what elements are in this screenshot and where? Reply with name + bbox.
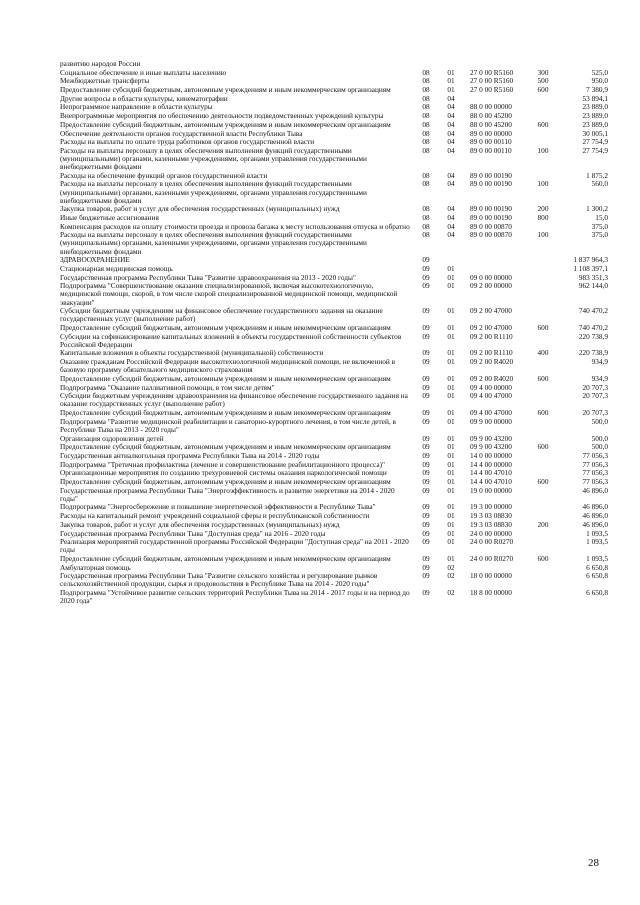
expense-type-cell: 100 — [537, 145, 549, 155]
item-name-cell: Государственная антиалкогольная программа Республики Тыва на 2014 - 2020 годы — [60, 450, 320, 460]
target-article-cell: 89 0 00 00190 — [470, 213, 512, 222]
amount-cell: 1 875,2 — [586, 170, 608, 180]
target-article-cell: 09 9 00 00000 — [470, 416, 512, 426]
amount-cell: 1 837 964,3 — [573, 255, 608, 265]
item-name-cell: Стационарная медицинская помощь — [60, 263, 173, 273]
subsection-code-cell: 01 — [447, 357, 455, 367]
amount-cell: 962 144,0 — [578, 281, 608, 291]
item-name-cell: Предоставление субсидий бюджетным, автономным учреждениям и иным некоммерческим организациям — [60, 119, 391, 129]
table-row — [60, 418, 608, 435]
item-name-cell: Субсидии бюджетным учреждениям на финансовое обеспечение государственного задания на оказание государственных услуг (выполнение работ) — [60, 306, 383, 324]
section-code-cell: 08 — [422, 67, 430, 77]
table-row — [60, 307, 608, 324]
subsection-code-cell: 04 — [447, 204, 455, 214]
item-name-cell: Закупка товаров, работ и услуг для обеспечения государственных (муниципальных) нужд — [60, 204, 340, 214]
target-article-cell: 89 0 00 00190 — [470, 204, 512, 214]
section-code-cell: 09 — [422, 476, 430, 486]
amount-cell: 740 470,2 — [578, 322, 608, 332]
expense-type-cell: 600 — [537, 85, 549, 95]
item-name-cell: Амбулаторная помощь — [60, 562, 131, 572]
target-article-cell: 14 0 00 00000 — [470, 450, 512, 460]
section-code-cell: 09 — [422, 348, 430, 358]
expense-type-cell — [532, 307, 554, 324]
expense-type-cell: 600 — [537, 373, 549, 383]
target-article-cell — [466, 256, 532, 265]
amount-cell: 375,0 — [591, 221, 608, 231]
amount-cell: 934,9 — [591, 357, 608, 367]
section-code-cell: 09 — [422, 459, 430, 469]
amount-cell: 30 005,1 — [582, 128, 608, 138]
amount-cell: 934,9 — [591, 373, 608, 383]
item-name-cell: развитию народов России — [60, 59, 141, 68]
subsection-code-cell: 04 — [447, 111, 455, 121]
expense-type-cell — [532, 530, 554, 539]
budget-table — [60, 60, 608, 606]
target-article-cell: 24 0 00 R0270 — [470, 553, 514, 563]
amount-cell: 46 896,0 — [582, 502, 608, 512]
target-article-cell: 09 2 00 R4020 — [470, 373, 514, 383]
expense-type-cell: 500 — [537, 76, 549, 86]
target-article-cell: 89 0 00 00110 — [470, 145, 512, 155]
amount-cell: 1 093,5 — [586, 537, 608, 547]
expense-type-cell — [532, 538, 554, 555]
subsection-code-cell: 01 — [447, 272, 455, 282]
amount-cell: 77 056,3 — [582, 459, 608, 469]
target-article-cell: 89 0 00 00870 — [470, 221, 512, 231]
expense-type-cell: 200 — [537, 519, 549, 529]
table-row — [60, 392, 608, 409]
amount-cell: 6 650,8 — [586, 571, 608, 581]
expense-type-cell — [532, 95, 554, 104]
target-article-cell: 14 4 00 47010 — [470, 468, 512, 478]
table-row — [60, 589, 608, 606]
expense-type-cell: 200 — [537, 204, 549, 214]
table-row — [60, 231, 608, 256]
table-row — [60, 555, 608, 564]
target-article-cell: 88 0 00 00000 — [470, 102, 512, 112]
subsection-code-cell: 04 — [447, 128, 455, 138]
amount-cell: 740 470,2 — [578, 306, 608, 316]
target-article-cell: 14 4 00 47010 — [470, 476, 512, 486]
subsection-code-cell: 01 — [447, 67, 455, 77]
section-code-cell: 09 — [422, 442, 430, 452]
item-name-cell: Подпрограмма "Устойчивое развитие сельских территорий Республики Тыва на 2014 - 2017 годы и на период до 2020 года" — [60, 588, 410, 606]
amount-cell: 46 896,0 — [582, 511, 608, 521]
section-code-cell: 08 — [422, 76, 430, 86]
expense-type-cell: 400 — [537, 348, 549, 358]
target-article-cell: 89 0 00 00000 — [470, 128, 512, 138]
item-name-cell: Государственная программа Республики Тыва "Энергоэффективность и развитие энергетики на 2014 - 2020 годы" — [60, 485, 395, 503]
target-article-cell: 19 0 00 00000 — [470, 485, 512, 495]
table-row — [60, 333, 608, 350]
subsection-code-cell: 01 — [447, 468, 455, 478]
item-name-cell: Социальное обеспечение и иные выплаты населению — [60, 67, 227, 77]
amount-cell: 1 093,5 — [586, 528, 608, 538]
subsection-code-cell: 04 — [447, 119, 455, 129]
table-row — [60, 180, 608, 205]
item-name-cell: Организация оздоровления детей — [60, 433, 164, 443]
amount-cell: 525,0 — [591, 67, 608, 77]
section-code-cell: 08 — [422, 145, 430, 155]
target-article-cell: 09 2 00 47000 — [470, 306, 512, 316]
expense-type-cell: 100 — [537, 230, 549, 240]
target-article-cell: 14 4 00 00000 — [470, 459, 512, 469]
table-row — [60, 572, 608, 589]
item-name-cell: Оказание гражданам Российской Федерации высокотехнологичной медицинской помощи, не включенной в базовую программу обязательного медицинского страхования — [60, 357, 396, 375]
subsection-code-cell: 01 — [447, 85, 455, 95]
expense-type-cell: 300 — [537, 67, 549, 77]
subsection-code-cell: 01 — [447, 528, 455, 538]
subsection-code-cell: 01 — [447, 408, 455, 418]
table-row — [60, 538, 608, 555]
table-row — [60, 147, 608, 172]
table-row — [60, 282, 608, 307]
amount-cell: 220 738,9 — [578, 348, 608, 358]
expense-type-cell: 600 — [537, 553, 549, 563]
subsection-code-cell: 01 — [447, 502, 455, 512]
amount-cell: 500,0 — [591, 433, 608, 443]
table-row — [60, 358, 608, 375]
expense-type-cell: 600 — [537, 408, 549, 418]
subsection-code-cell: 04 — [447, 137, 455, 147]
expense-type-cell: 600 — [537, 322, 549, 332]
target-article-cell: 89 0 00 00110 — [470, 137, 512, 147]
item-name-cell: Капитальные вложения в объекты государственной (муниципальной) собственности — [60, 348, 324, 358]
target-article-cell: 09 2 00 R4020 — [470, 357, 514, 367]
item-name-cell: Реализация мероприятий государственной программы Российской Федерации "Доступная среда" на 2011 - 2020 годы — [60, 537, 409, 555]
expense-type-cell — [532, 256, 554, 265]
amount-cell: 20 707,3 — [582, 382, 608, 392]
item-name-cell: Расходы на капитальный ремонт учреждений социальной сферы и республиканской собственности — [60, 511, 370, 521]
section-code-cell: 08 — [422, 93, 430, 103]
section-code-cell: 09 — [422, 468, 430, 478]
section-code-cell: 08 — [422, 230, 430, 240]
amount-cell: 23 889,0 — [582, 119, 608, 129]
budget-table-body — [60, 60, 608, 606]
item-name-cell: Субсидии на софинансирование капитальных вложений в объекты государственной собственности субъектов Российской Федерации — [60, 331, 402, 349]
item-name-cell: Внепрограммные мероприятия по обеспечению деятельности подведомственных учреждений культуры — [60, 111, 384, 121]
amount-cell: 53 894,1 — [582, 93, 608, 103]
amount-cell: 23 889,0 — [582, 102, 608, 112]
section-code-cell: 08 — [422, 102, 430, 112]
section-code-cell: 09 — [422, 485, 430, 495]
subsection-code-cell: 01 — [447, 263, 455, 273]
section-code-cell: 08 — [422, 111, 430, 121]
section-code-cell: 09 — [422, 322, 430, 332]
expense-type-cell — [532, 452, 554, 461]
subsection-code-cell: 01 — [447, 322, 455, 332]
section-code-cell: 09 — [422, 528, 430, 538]
subsection-code-cell: 01 — [447, 476, 455, 486]
amount-cell: 77 056,3 — [582, 468, 608, 478]
amount-cell: 375,0 — [591, 230, 608, 240]
section-code-cell: 08 — [422, 179, 430, 189]
subsection-code-cell: 02 — [447, 571, 455, 581]
expense-type-cell — [532, 358, 554, 375]
expense-type-cell — [532, 384, 554, 393]
section-code-cell: 08 — [422, 170, 430, 180]
amount-cell: 20 707,3 — [582, 391, 608, 401]
item-name-cell: Субсидии бюджетным учреждениям здравоохранения на финансовое обеспечение государственного задания на оказание государственных услуг (выполнение работ) — [60, 391, 408, 409]
target-article-cell: 09 4 00 47000 — [470, 391, 512, 401]
subsection-code-cell: 01 — [447, 373, 455, 383]
section-code-cell: 09 — [422, 408, 430, 418]
subsection-code-cell: 01 — [447, 331, 455, 341]
section-code-cell: 09 — [422, 306, 430, 316]
amount-cell: 6 650,8 — [586, 562, 608, 572]
target-article-cell: 89 0 00 00870 — [470, 230, 512, 240]
subsection-code-cell: 04 — [447, 213, 455, 222]
amount-cell: 983 351,3 — [578, 272, 608, 282]
expense-type-cell — [532, 130, 554, 139]
subsection-code-cell: 01 — [447, 450, 455, 460]
subsection-code-cell: 04 — [447, 102, 455, 112]
amount-cell: 560,0 — [591, 179, 608, 189]
subsection-code-cell: 01 — [447, 76, 455, 86]
target-article-cell: 19 3 03 08830 — [470, 519, 512, 529]
section-code-cell: 09 — [422, 433, 430, 443]
section-code-cell: 09 — [422, 416, 430, 426]
subsection-code-cell: 01 — [447, 537, 455, 547]
amount-cell: 6 650,8 — [586, 588, 608, 598]
section-code-cell: 08 — [422, 119, 430, 129]
amount-cell: 46 896,0 — [582, 519, 608, 529]
expense-type-cell — [532, 461, 554, 470]
section-code-cell: 09 — [422, 571, 430, 581]
section-code-cell: 09 — [422, 588, 430, 598]
item-name-cell: Организационные мероприятия по созданию трехуровневой системы оказания наркологической помощи — [60, 468, 387, 478]
item-name-cell: Компенсация расходов на оплату стоимости проезда и провоза багажа к месту использования отпуска и обратно — [60, 221, 410, 231]
target-article-cell: 24 0 00 R0270 — [470, 537, 514, 547]
section-code-cell: 08 — [422, 213, 430, 222]
subsection-code-cell: 02 — [447, 562, 455, 572]
subsection-code-cell: 04 — [447, 170, 455, 180]
subsection-code-cell: 01 — [447, 459, 455, 469]
section-code-cell: 09 — [422, 263, 430, 273]
target-article-cell: 24 0 00 00000 — [470, 528, 512, 538]
target-article-cell: 09 4 00 00000 — [470, 382, 512, 392]
target-article-cell: 18 8 00 00000 — [470, 588, 512, 598]
item-name-cell: Расходы на выплаты персоналу в целях обеспечения выполнения функций государственными (муниципальными) органами, казенными учреждениями, органами управления государственными внебюджетными фондами — [60, 145, 367, 172]
item-name-cell: Предоставление субсидий бюджетным, автономным учреждениям и иным некоммерческим организациям — [60, 85, 391, 95]
item-name-cell: Закупка товаров, работ и услуг для обеспечения государственных (муниципальных) нужд — [60, 519, 340, 529]
section-code-cell: 09 — [422, 281, 430, 291]
item-name-cell: Предоставление субсидий бюджетным, автономным учреждениям и иным некоммерческим организациям — [60, 476, 391, 486]
amount-cell: 27 754,9 — [582, 145, 608, 155]
section-code-cell: 09 — [422, 450, 430, 460]
subsection-code-cell: 01 — [447, 485, 455, 495]
target-article-cell: 19 3 03 08830 — [470, 511, 512, 521]
subsection-code-cell: 01 — [447, 306, 455, 316]
item-name-cell: Подпрограмма "Развитие медицинской реабилитации и санаторно-курортного лечения, в том числе детей, в Республике Тыва на 2013 - 2020 годы" — [60, 416, 396, 434]
expense-type-cell — [532, 572, 554, 589]
item-name-cell: Другие вопросы в области культуры, кинематографии — [60, 93, 228, 103]
expense-type-cell — [532, 418, 554, 435]
section-code-cell: 09 — [422, 391, 430, 401]
section-code-cell: 09 — [422, 272, 430, 282]
section-code-cell: 08 — [422, 221, 430, 231]
expense-type-cell: 600 — [537, 442, 549, 452]
item-name-cell: Расходы на выплаты персоналу в целях обеспечения выполнения функций государственными (муниципальными) органами, казенными учреждениями, органами управления государственными внебюджетными фондами — [60, 179, 367, 205]
item-name-cell: Предоставление субсидий бюджетным, автономным учреждениям и иным некоммерческим организациям — [60, 553, 391, 563]
amount-cell: 77 056,3 — [582, 450, 608, 460]
expense-type-cell — [532, 487, 554, 504]
section-code-cell: 09 — [422, 382, 430, 392]
expense-type-cell — [532, 564, 554, 573]
section-code-cell: 08 — [422, 128, 430, 138]
item-name-cell: Межбюджетные трансферты — [60, 76, 150, 86]
target-article-cell: 09 2 00 00000 — [470, 281, 512, 291]
amount-cell: 1 093,5 — [586, 553, 608, 563]
item-name-cell: Подпрограмма "Совершенствование оказания специализированной, включая высокотехнологичную, медицинской помощи, скорой, в том числе скорой специализированной медицинской помощи, медицинской эвакуации" — [60, 281, 398, 307]
amount-cell: 500,0 — [591, 416, 608, 426]
item-name-cell: Государственная программа Республики Тыва "Развитие сельского хозяйства и регулирование рынков сельскохозяйственной продукции, сырья и продовольствия в Республике Тыва на 2014 - 2020 годы" — [60, 571, 378, 589]
section-code-cell: 08 — [422, 85, 430, 95]
subsection-code-cell: 04 — [447, 179, 455, 189]
item-name-cell: Предоставление субсидий бюджетным, автономным учреждениям и иным некоммерческим организациям — [60, 322, 391, 332]
target-article-cell: 19 3 00 00000 — [470, 502, 512, 512]
table-row — [60, 487, 608, 504]
target-article-cell: 09 0 00 00000 — [470, 272, 512, 282]
section-code-cell: 09 — [422, 255, 430, 265]
section-code-cell: 09 — [422, 537, 430, 547]
section-code-cell: 09 — [422, 553, 430, 563]
subsection-code-cell: 01 — [447, 416, 455, 426]
amount-cell: 15,0 — [595, 213, 608, 222]
item-name-cell: Государственная программа Республики Тыва "Развитие здравоохранения на 2013 - 2020 годы" — [60, 272, 356, 282]
subsection-code-cell: 01 — [447, 433, 455, 443]
target-article-cell: 09 4 00 47000 — [470, 408, 512, 418]
expense-type-cell — [532, 589, 554, 606]
item-name-cell: Подпрограмма "Энергосбережение и повышение энергетической эффективности в Республике Тыва" — [60, 502, 376, 512]
expense-type-cell — [532, 274, 554, 283]
section-code-cell: 09 — [422, 357, 430, 367]
expense-type-cell — [532, 103, 554, 112]
subsection-code-cell: 01 — [447, 519, 455, 529]
target-article-cell: 88 0 00 45200 — [470, 119, 512, 129]
item-name-cell: Предоставление субсидий бюджетным, автономным учреждениям и иным некоммерческим организациям — [60, 373, 391, 383]
amount-cell: 1 108 397,1 — [573, 263, 608, 273]
item-name-cell: Государственная программа Республики Тыва "Доступная среда" на 2016 - 2020 годы — [60, 528, 326, 538]
item-name-cell: ЗДРАВООХРАНЕНИЕ — [60, 255, 130, 265]
expense-type-cell — [532, 282, 554, 307]
amount-cell: 7 380,9 — [586, 85, 608, 95]
item-name-cell: Предоставление субсидий бюджетным, автономным учреждениям и иным некоммерческим организациям — [60, 408, 391, 418]
amount-cell: 220 738,9 — [578, 331, 608, 341]
amount-cell: 1 300,2 — [586, 204, 608, 214]
amount-cell: 950,0 — [591, 76, 608, 86]
item-name-cell: Подпрограмма "Оказание паллиативной помощи, в том числе детям" — [60, 382, 275, 392]
target-article-cell: 89 0 00 00190 — [470, 170, 512, 180]
page-number: 28 — [588, 857, 599, 869]
subsection-code-cell: 01 — [447, 348, 455, 358]
subsection-code-cell: 01 — [447, 553, 455, 563]
target-article-cell: 09 9 00 43200 — [470, 433, 512, 443]
amount-cell: 23 889,0 — [582, 111, 608, 121]
expense-type-cell — [532, 392, 554, 409]
section-code-cell: 09 — [422, 562, 430, 572]
amount-cell: 46 896,0 — [582, 485, 608, 495]
expense-type-cell — [532, 503, 554, 512]
item-name-cell: Непрограммное направление в области культуры — [60, 102, 213, 112]
item-name-cell: Расходы на обеспечение функций органов государственной власти — [60, 170, 268, 180]
target-article-cell: 18 0 00 00000 — [470, 571, 512, 581]
section-code-cell: 09 — [422, 511, 430, 521]
subsection-code-cell: 02 — [447, 588, 455, 598]
subsection-code-cell: 01 — [447, 281, 455, 291]
subsection-code-cell: 04 — [447, 230, 455, 240]
item-name-cell: Расходы на выплаты персоналу в целях обеспечения выполнения функций государственными (муниципальными) органами, казенными учреждениями, органами управления государственными внебюджетными фондами — [60, 230, 367, 256]
target-article-cell: 09 9 00 43200 — [470, 442, 512, 452]
subsection-code-cell: 04 — [447, 221, 455, 231]
expense-type-cell — [532, 265, 554, 274]
item-name-cell: Обеспечение деятельности органов государственной власти Республики Тыва — [60, 128, 303, 138]
subsection-code-cell: 01 — [447, 391, 455, 401]
target-article-cell: 88 0 00 45200 — [470, 111, 512, 121]
subsection-code-cell: 04 — [447, 93, 455, 103]
expense-type-cell — [532, 333, 554, 350]
expense-type-cell: 600 — [537, 119, 549, 129]
target-article-cell: 09 2 00 R1110 — [470, 348, 513, 358]
section-code-cell: 08 — [422, 204, 430, 214]
amount-cell: 20 707,3 — [582, 408, 608, 418]
expense-type-cell: 800 — [537, 213, 549, 222]
section-code-cell: 09 — [422, 373, 430, 383]
target-article-cell: 09 2 00 47000 — [470, 322, 512, 332]
subsection-code-cell: 01 — [447, 442, 455, 452]
subsection-code-cell: 01 — [447, 382, 455, 392]
item-name-cell: Иные бюджетные ассигнования — [60, 213, 159, 222]
item-name-cell: Подпрограмма "Третичная профилактика (лечение и совершенствование реабилитационного процесса)" — [60, 459, 385, 469]
target-article-cell: 27 0 00 R5160 — [470, 67, 514, 77]
item-name-cell: Предоставление субсидий бюджетным, автономным учреждениям и иным некоммерческим организациям — [60, 442, 391, 452]
amount-cell: 27 754,9 — [582, 137, 608, 147]
expense-type-cell: 600 — [537, 476, 549, 486]
amount-cell: 500,0 — [591, 442, 608, 452]
section-code-cell: 09 — [422, 502, 430, 512]
target-article-cell: 89 0 00 00190 — [470, 179, 512, 189]
subsection-code-cell: 04 — [447, 145, 455, 155]
target-article-cell: 27 0 00 R5160 — [470, 76, 514, 86]
amount-cell: 77 056,3 — [582, 476, 608, 486]
section-code-cell: 08 — [422, 137, 430, 147]
subsection-code-cell: 01 — [447, 511, 455, 521]
target-article-cell: 09 2 00 R1110 — [470, 331, 513, 341]
section-code-cell: 09 — [422, 331, 430, 341]
target-article-cell: 27 0 00 R5160 — [470, 85, 514, 95]
section-code-cell: 09 — [422, 519, 430, 529]
expense-type-cell: 100 — [537, 179, 549, 189]
item-name-cell: Расходы на выплаты по оплате труда работников органов государственной власти — [60, 137, 315, 147]
